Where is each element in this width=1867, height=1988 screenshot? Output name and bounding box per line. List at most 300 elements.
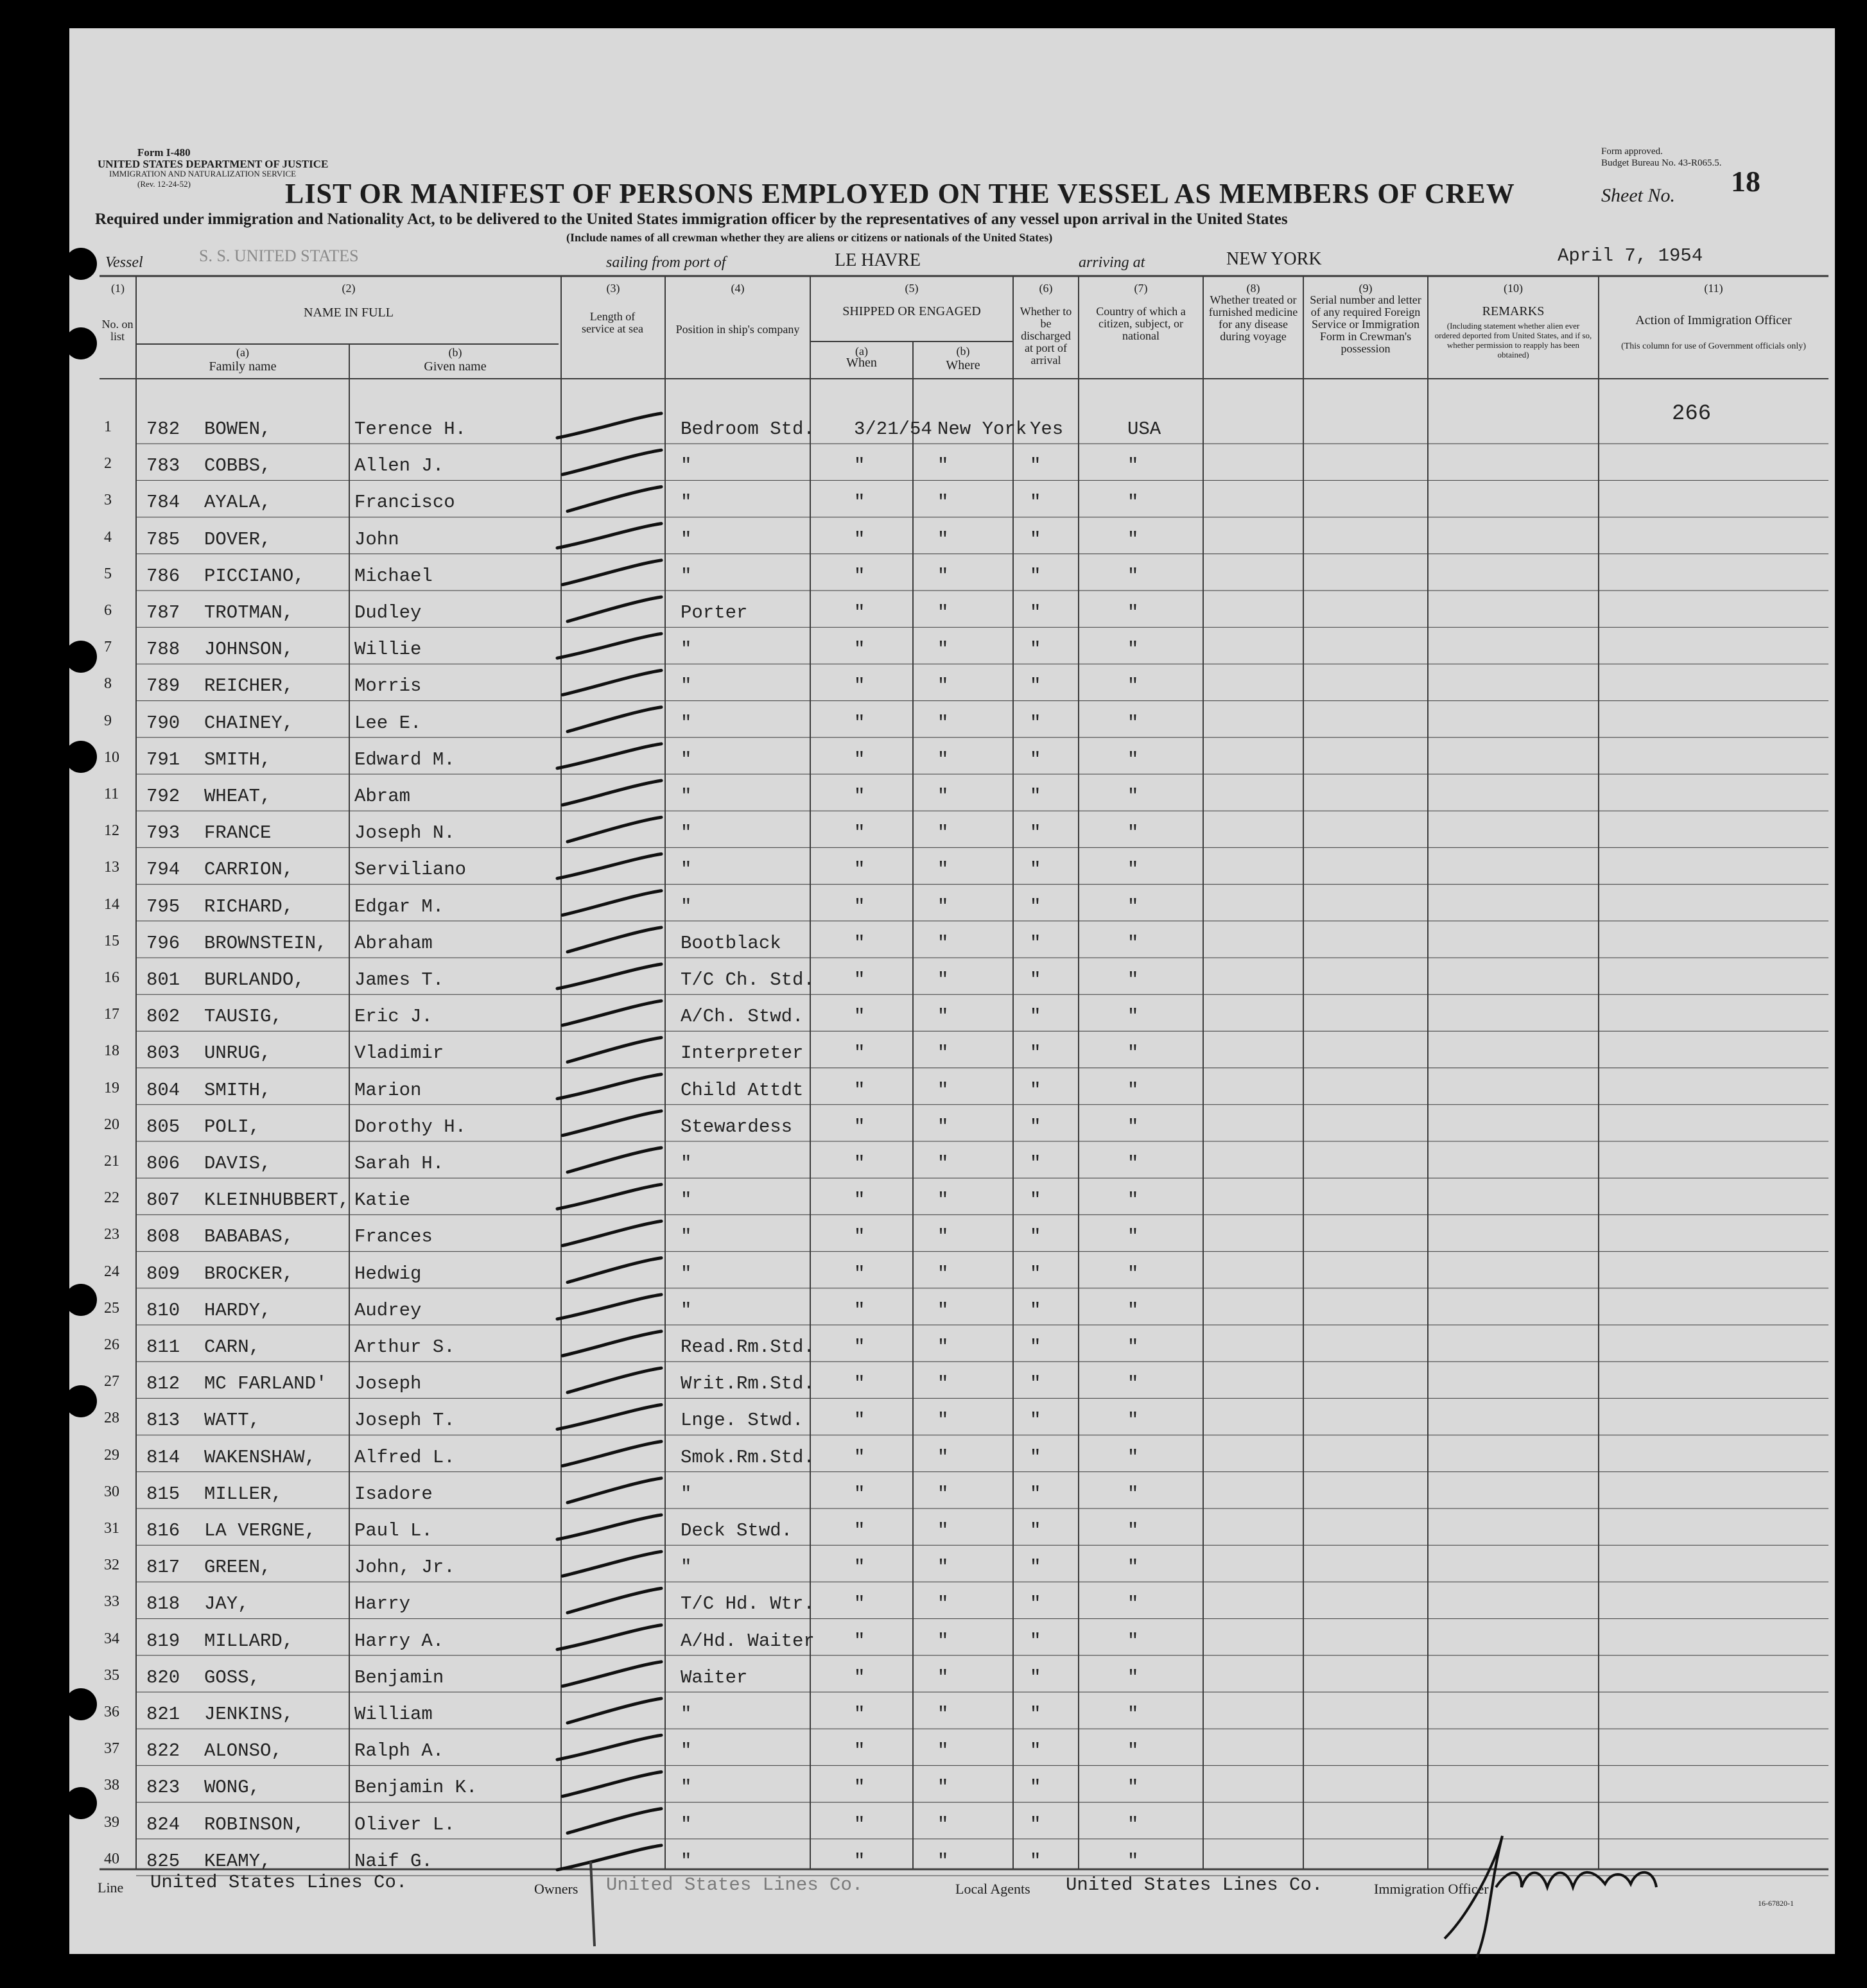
discharged: " <box>1030 1483 1041 1505</box>
position: " <box>681 786 692 807</box>
table-row <box>0 480 1867 517</box>
shipped-where: " <box>937 1116 949 1137</box>
table-row <box>0 1765 1867 1802</box>
position: Child Attdt <box>681 1079 804 1101</box>
crew-id: 806 <box>146 1153 180 1174</box>
crew-id: 814 <box>146 1446 180 1468</box>
form-number: Form I-480 <box>137 146 191 159</box>
position: " <box>681 675 692 697</box>
discharged: " <box>1030 1042 1041 1064</box>
country: " <box>1127 1263 1139 1284</box>
given-name: Morris <box>354 675 422 697</box>
crew-id: 810 <box>146 1299 180 1321</box>
table-row <box>0 1252 1867 1288</box>
discharged: " <box>1030 1704 1041 1725</box>
crew-id: 811 <box>146 1336 180 1358</box>
agents-value: United States Lines Co. <box>1066 1874 1323 1896</box>
shipped-where: " <box>937 748 949 770</box>
table-row <box>0 1582 1867 1618</box>
family-name: REICHER, <box>204 675 294 697</box>
country: " <box>1127 1226 1139 1248</box>
family-name: UNRUG, <box>204 1042 272 1064</box>
country: " <box>1127 1813 1139 1835</box>
country: " <box>1127 1850 1139 1872</box>
country: " <box>1127 455 1139 477</box>
given-name: Joseph N. <box>354 822 455 844</box>
table-row <box>0 1839 1867 1876</box>
col10-number: (10) <box>1504 282 1523 295</box>
discharged: " <box>1030 1850 1041 1872</box>
shipped-when: " <box>854 1666 865 1688</box>
given-name: Katie <box>354 1189 411 1211</box>
shipped-where: " <box>937 1630 949 1652</box>
family-name: POLI, <box>204 1116 261 1137</box>
given-name: Marion <box>354 1079 422 1101</box>
given-name: William <box>354 1704 433 1725</box>
family-name: COBBS, <box>204 455 272 477</box>
country: " <box>1127 1410 1139 1431</box>
shipped-when: " <box>854 1630 865 1652</box>
discharged: " <box>1030 1410 1041 1431</box>
family-name: GOSS, <box>204 1666 261 1688</box>
country: " <box>1127 492 1139 514</box>
shipped-where: " <box>937 1042 949 1064</box>
country: " <box>1127 1593 1139 1615</box>
shipped-when: " <box>854 1079 865 1101</box>
crew-id: 785 <box>146 528 180 550</box>
table-row <box>0 1031 1867 1067</box>
crew-id: 782 <box>146 419 180 440</box>
shipped-where: " <box>937 932 949 954</box>
position: Read.Rm.Std. <box>681 1336 815 1358</box>
position: " <box>681 895 692 917</box>
position: Porter <box>681 602 748 623</box>
position: " <box>681 1263 692 1284</box>
table-row <box>0 591 1867 627</box>
shipped-when: " <box>854 822 865 844</box>
position: Lnge. Stwd. <box>681 1410 804 1431</box>
row-number: 30 <box>104 1483 119 1500</box>
col1-header: No. on list <box>101 318 134 343</box>
owners-value: United States Lines Co. <box>606 1874 864 1896</box>
crew-id: 822 <box>146 1740 180 1762</box>
given-name: Joseph <box>354 1373 422 1395</box>
position: " <box>681 1557 692 1578</box>
crew-id: 820 <box>146 1666 180 1688</box>
given-name: Abram <box>354 786 411 807</box>
shipped-where: " <box>937 895 949 917</box>
country: " <box>1127 895 1139 917</box>
table-row <box>0 738 1867 774</box>
crew-id: 792 <box>146 786 180 807</box>
crew-id: 809 <box>146 1263 180 1284</box>
row-number: 38 <box>104 1777 119 1794</box>
table-row <box>0 994 1867 1031</box>
row-number: 20 <box>104 1116 119 1133</box>
discharged: " <box>1030 602 1041 623</box>
position: " <box>681 1153 692 1174</box>
col6-number: (6) <box>1039 282 1053 295</box>
shipped-where: " <box>937 786 949 807</box>
binder-hole <box>65 1284 97 1316</box>
shipped-where: " <box>937 969 949 990</box>
country: " <box>1127 1006 1139 1028</box>
shipped-where: " <box>937 492 949 514</box>
country: " <box>1127 565 1139 587</box>
position: A/Ch. Stwd. <box>681 1006 804 1028</box>
row-number: 40 <box>104 1850 119 1867</box>
row-number: 3 <box>104 492 112 509</box>
col5a-header: When <box>846 356 877 370</box>
shipped-where: " <box>937 1189 949 1211</box>
row-number: 32 <box>104 1557 119 1574</box>
row-number: 31 <box>104 1520 119 1537</box>
country: " <box>1127 1336 1139 1358</box>
position: " <box>681 528 692 550</box>
discharged: " <box>1030 969 1041 990</box>
shipped-where: " <box>937 1520 949 1541</box>
table-row <box>0 627 1867 664</box>
shipped-when: " <box>854 1336 865 1358</box>
manifest-title: LIST OR MANIFEST OF PERSONS EMPLOYED ON THE VESSEL AS MEMBERS OF CREW <box>285 178 1515 209</box>
shipped-when: " <box>854 602 865 623</box>
table-row <box>0 885 1867 921</box>
country: " <box>1127 822 1139 844</box>
table-row <box>0 847 1867 884</box>
country: " <box>1127 969 1139 990</box>
table-row <box>0 1325 1867 1361</box>
row-number: 28 <box>104 1410 119 1427</box>
row-number: 1 <box>104 419 112 435</box>
family-name: JENKINS, <box>204 1704 294 1725</box>
family-name: DOVER, <box>204 528 272 550</box>
family-name: GREEN, <box>204 1557 272 1578</box>
table-row <box>0 774 1867 811</box>
discharged: " <box>1030 859 1041 881</box>
crew-id: 823 <box>146 1777 180 1799</box>
row-number: 11 <box>104 786 119 802</box>
given-name: Joseph T. <box>354 1410 455 1431</box>
family-name: TAUSIG, <box>204 1006 282 1028</box>
arrival-date: April 7, 1954 <box>1558 245 1703 266</box>
col3-header: Length of service at sea <box>582 310 643 335</box>
discharged: " <box>1030 786 1041 807</box>
discharged: " <box>1030 932 1041 954</box>
family-name: PICCIANO, <box>204 565 305 587</box>
family-name: DAVIS, <box>204 1153 272 1174</box>
country: " <box>1127 748 1139 770</box>
table-row <box>0 664 1867 700</box>
given-name: Alfred L. <box>354 1446 455 1468</box>
col3-number: (3) <box>606 282 620 295</box>
country: USA <box>1127 419 1161 440</box>
binder-hole <box>65 1688 97 1720</box>
shipped-when: " <box>854 1116 865 1137</box>
country: " <box>1127 675 1139 697</box>
crew-id: 795 <box>146 895 180 917</box>
country: " <box>1127 1116 1139 1137</box>
shipped-when: 3/21/54 <box>854 419 932 440</box>
crew-id: 796 <box>146 932 180 954</box>
shipped-where: " <box>937 1299 949 1321</box>
shipped-when: " <box>854 859 865 881</box>
given-name: Paul L. <box>354 1520 433 1541</box>
row-number: 15 <box>104 932 119 949</box>
shipped-where: " <box>937 1079 949 1101</box>
position: A/Hd. Waiter <box>681 1630 815 1652</box>
family-name: LA VERGNE, <box>204 1520 317 1541</box>
position: " <box>681 712 692 734</box>
shipped-when: " <box>854 1704 865 1725</box>
table-row <box>0 1545 1867 1582</box>
vessel-name: S. S. UNITED STATES <box>199 246 359 265</box>
country: " <box>1127 528 1139 550</box>
agents-label: Local Agents <box>955 1881 1030 1897</box>
table-row <box>0 1398 1867 1435</box>
given-name: John <box>354 528 399 550</box>
discharged: " <box>1030 1189 1041 1211</box>
given-name: Ralph A. <box>354 1740 444 1762</box>
discharged: " <box>1030 1666 1041 1688</box>
discharged: " <box>1030 492 1041 514</box>
col2-header: NAME IN FULL <box>304 306 394 320</box>
given-name: Eric J. <box>354 1006 433 1028</box>
shipped-when: " <box>854 492 865 514</box>
table-row <box>0 1105 1867 1141</box>
crew-id: 819 <box>146 1630 180 1652</box>
table-row <box>0 1288 1867 1325</box>
shipped-when: " <box>854 455 865 477</box>
given-name: Harry <box>354 1593 411 1615</box>
col10-header: REMARKS <box>1482 304 1545 318</box>
row-number: 4 <box>104 528 112 546</box>
country: " <box>1127 1704 1139 1725</box>
print-code: 16-67820-1 <box>1758 1899 1794 1908</box>
discharged: " <box>1030 822 1041 844</box>
binder-hole <box>65 327 97 359</box>
crew-id: 803 <box>146 1042 180 1064</box>
vessel-label: Vessel <box>105 254 143 271</box>
country: " <box>1127 1079 1139 1101</box>
crew-id: 808 <box>146 1226 180 1248</box>
family-name: TROTMAN, <box>204 602 294 623</box>
discharged: " <box>1030 1006 1041 1028</box>
table-row <box>0 958 1867 994</box>
row-number: 23 <box>104 1226 119 1243</box>
family-name: BABABAS, <box>204 1226 294 1248</box>
col2b-header: Given name <box>424 359 487 374</box>
discharged: " <box>1030 1079 1041 1101</box>
col9-header: Serial number and letter of any required Foreign Service or Immigration Form in Crewman's possession <box>1310 293 1421 355</box>
crew-id: 817 <box>146 1557 180 1578</box>
family-name: SMITH, <box>204 748 272 770</box>
shipped-when: " <box>854 1006 865 1028</box>
binder-hole <box>65 741 97 773</box>
owners-label: Owners <box>534 1881 578 1897</box>
crew-id: 786 <box>146 565 180 587</box>
position: Waiter <box>681 1666 748 1688</box>
given-name: Michael <box>354 565 433 587</box>
col11-number: (11) <box>1704 282 1723 295</box>
position: " <box>681 1483 692 1505</box>
col4-number: (4) <box>731 282 745 295</box>
line-value: United States Lines Co. <box>150 1872 408 1893</box>
shipped-where: " <box>937 1153 949 1174</box>
table-row <box>0 1729 1867 1765</box>
col4-header: Position in ship's company <box>675 323 800 336</box>
position: Interpreter <box>681 1042 804 1064</box>
discharged: " <box>1030 1116 1041 1137</box>
col5-number: (5) <box>905 282 919 295</box>
sheet-number: 18 <box>1731 165 1760 198</box>
country: " <box>1127 1373 1139 1395</box>
position: Stewardess <box>681 1116 793 1137</box>
shipped-where: New York <box>937 419 1027 440</box>
line-label: Line <box>98 1880 124 1896</box>
family-name: BROCKER, <box>204 1263 294 1284</box>
family-name: AYALA, <box>204 492 272 514</box>
crew-id: 794 <box>146 859 180 881</box>
country: " <box>1127 1042 1139 1064</box>
country: " <box>1127 712 1139 734</box>
crew-id: 793 <box>146 822 180 844</box>
col6-header: Whether to be discharged at port of arrival <box>1020 305 1072 367</box>
shipped-where: " <box>937 1557 949 1578</box>
crew-id: 784 <box>146 492 180 514</box>
position: Bedroom Std. <box>681 419 815 440</box>
col11-header: Action of Immigration Officer <box>1635 313 1792 327</box>
shipped-when: " <box>854 748 865 770</box>
row-number: 10 <box>104 748 119 766</box>
row-number: 37 <box>104 1740 119 1758</box>
crew-id: 813 <box>146 1410 180 1431</box>
manifest-subtitle: Required under immigration and Nationality Act, to be delivered to the United States immigration officer by the representatives of any vessel upon arrival in the United States <box>95 211 1288 228</box>
position: Smok.Rm.Std. <box>681 1446 815 1468</box>
table-row <box>0 1802 1867 1839</box>
given-name: Sarah H. <box>354 1153 444 1174</box>
shipped-when: " <box>854 1520 865 1541</box>
position: " <box>681 748 692 770</box>
shipped-when: " <box>854 1850 865 1872</box>
shipped-when: " <box>854 1446 865 1468</box>
given-name: Dudley <box>354 602 422 623</box>
row-number: 33 <box>104 1593 119 1611</box>
row-number: 27 <box>104 1373 119 1390</box>
crew-id: 825 <box>146 1850 180 1872</box>
shipped-where: " <box>937 1740 949 1762</box>
discharged: " <box>1030 1630 1041 1652</box>
family-name: MC FARLAND' <box>204 1373 327 1395</box>
col7-header: Country of which a citizen, subject, or national <box>1096 305 1186 342</box>
country: " <box>1127 1189 1139 1211</box>
family-name: MILLARD, <box>204 1630 294 1652</box>
shipped-where: " <box>937 1410 949 1431</box>
given-name: Allen J. <box>354 455 444 477</box>
shipped-where: " <box>937 455 949 477</box>
table-row <box>0 444 1867 480</box>
given-name: Willie <box>354 639 422 661</box>
discharged: " <box>1030 1740 1041 1762</box>
col5b-number: (b) <box>956 345 970 358</box>
shipped-when: " <box>854 528 865 550</box>
family-name: WATT, <box>204 1410 261 1431</box>
table-row <box>0 1692 1867 1729</box>
row-number: 6 <box>104 602 112 619</box>
country: " <box>1127 1446 1139 1468</box>
table-row <box>0 1655 1867 1692</box>
row-number: 19 <box>104 1079 119 1096</box>
col9-number: (9) <box>1359 282 1373 295</box>
family-name: WONG, <box>204 1777 261 1799</box>
country: " <box>1127 1666 1139 1688</box>
port-of-arrival: NEW YORK <box>1226 249 1322 269</box>
given-name: Frances <box>354 1226 433 1248</box>
shipped-when: " <box>854 1299 865 1321</box>
row-number: 12 <box>104 822 119 840</box>
row-number: 5 <box>104 565 112 582</box>
table-row <box>0 554 1867 591</box>
sheet-label: Sheet No. <box>1601 185 1675 206</box>
given-name: Naif G. <box>354 1850 433 1872</box>
shipped-when: " <box>854 1557 865 1578</box>
position: " <box>681 1740 692 1762</box>
row-number: 13 <box>104 859 119 876</box>
discharged: " <box>1030 1777 1041 1799</box>
discharged: " <box>1030 1446 1041 1468</box>
position: " <box>681 1704 692 1725</box>
col5-header: SHIPPED OR ENGAGED <box>842 304 981 318</box>
family-name: RICHARD, <box>204 895 294 917</box>
family-name: KEAMY, <box>204 1850 272 1872</box>
shipped-where: " <box>937 675 949 697</box>
shipped-where: " <box>937 1373 949 1395</box>
col8-number: (8) <box>1246 282 1260 295</box>
family-name: KLEINHUBBERT, <box>204 1189 350 1211</box>
table-row <box>0 921 1867 958</box>
shipped-where: " <box>937 1336 949 1358</box>
given-name: James T. <box>354 969 444 990</box>
crew-id: 791 <box>146 748 180 770</box>
include-note: (Include names of all crewman whether they are aliens or citizens or nationals of the United States) <box>566 231 1053 244</box>
shipped-when: " <box>854 712 865 734</box>
shipped-where: " <box>937 1593 949 1615</box>
col8-header: Whether treated or furnished medicine for any disease during voyage <box>1208 293 1298 343</box>
officer-label: Immigration Officer <box>1374 1881 1489 1897</box>
family-name: HARDY, <box>204 1299 272 1321</box>
family-name: MILLER, <box>204 1483 282 1505</box>
row-number: 34 <box>104 1630 119 1647</box>
discharged: " <box>1030 1593 1041 1615</box>
row-number: 21 <box>104 1153 119 1170</box>
col2-number: (2) <box>342 282 356 295</box>
table-row <box>0 701 1867 738</box>
crew-id: 818 <box>146 1593 180 1615</box>
crew-id: 821 <box>146 1704 180 1725</box>
shipped-when: " <box>854 786 865 807</box>
table-row <box>0 407 1867 444</box>
country: " <box>1127 1740 1139 1762</box>
shipped-when: " <box>854 1813 865 1835</box>
col2a-number: (a) <box>236 346 249 359</box>
shipped-when: " <box>854 1226 865 1248</box>
country: " <box>1127 932 1139 954</box>
col7-number: (7) <box>1134 282 1148 295</box>
family-name: FRANCE <box>204 822 272 844</box>
family-name: SMITH, <box>204 1079 272 1101</box>
row-number: 14 <box>104 895 119 913</box>
position: Writ.Rm.Std. <box>681 1373 815 1395</box>
col5a-number: (a) <box>855 345 868 358</box>
